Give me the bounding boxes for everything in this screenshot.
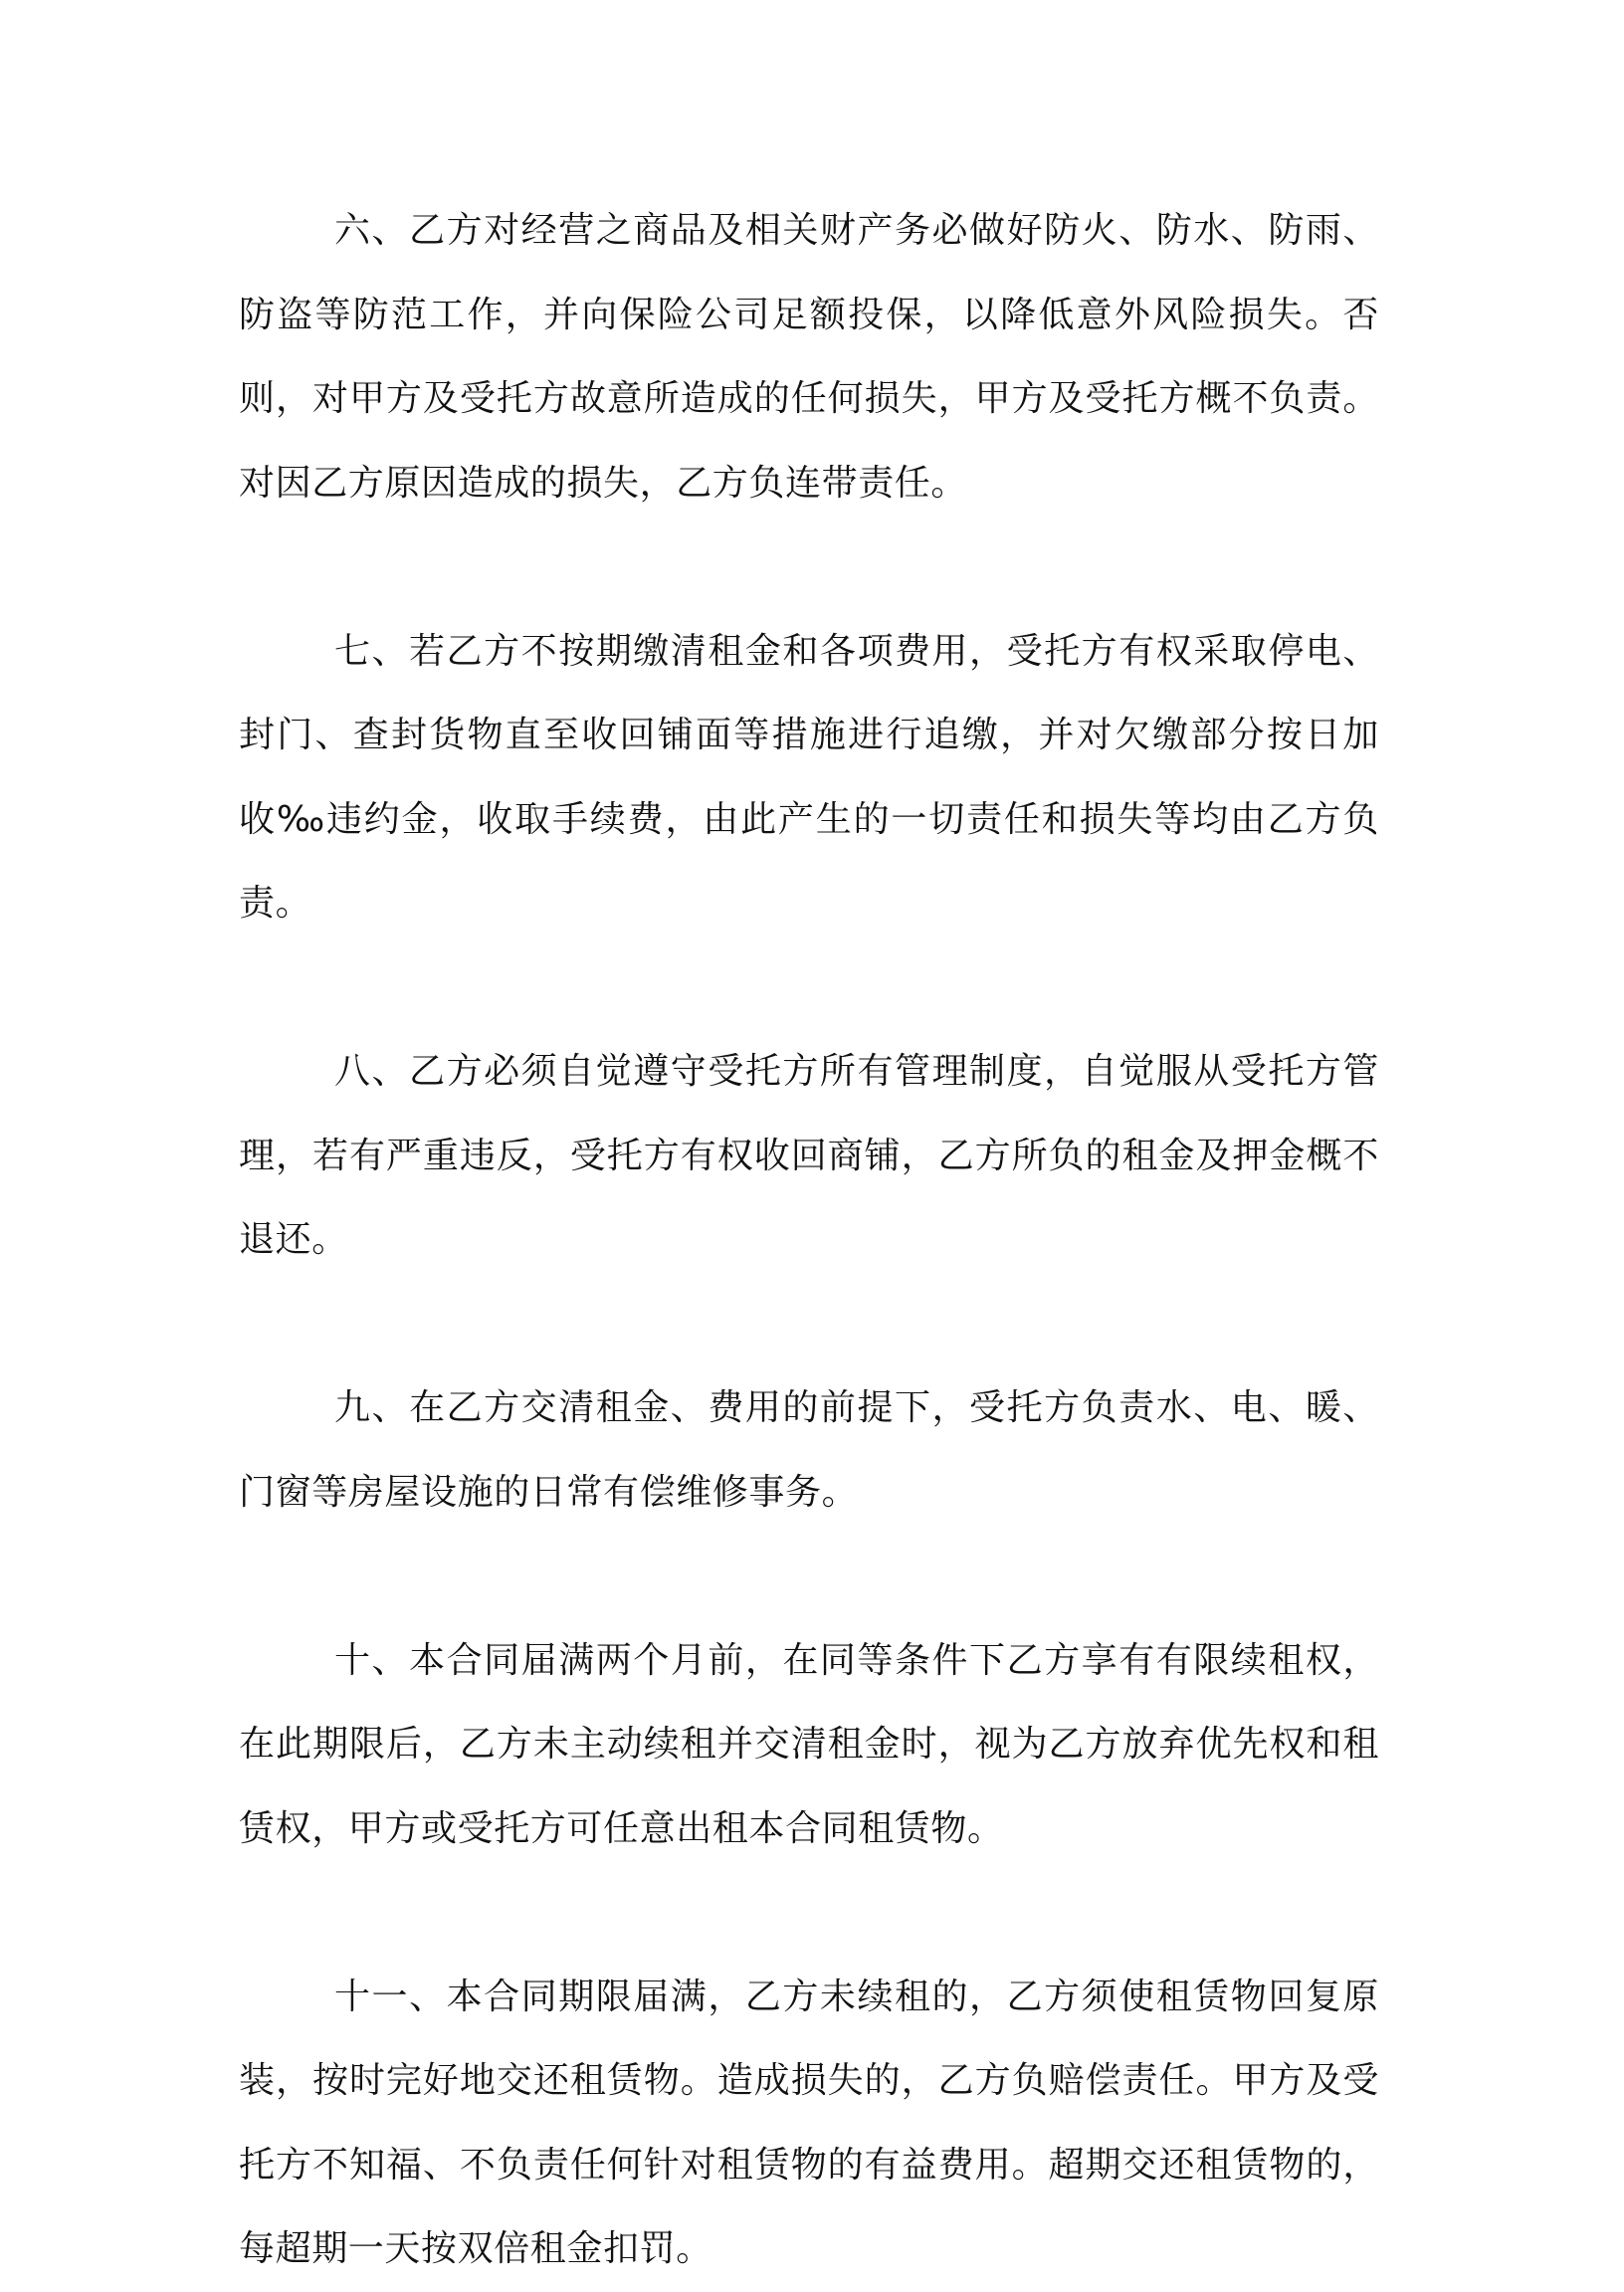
paragraph-spacer: [239, 1535, 1379, 1619]
clause-6: 六、乙方对经营之商品及相关财产务必做好防火、防水、防雨、防盗等防范工作，并向保险公司足额投保，以降低意外风险损失。否则，对甲方及受托方故意所造成的任何损失，甲方及受托方概不负责。对因乙方原因造成的损失，乙方负连带责任。: [239, 210, 1379, 504]
paragraph-spacer: [239, 525, 1379, 610]
clause-7: 七、若乙方不按期缴清租金和各项费用，受托方有权采取停电、封门、查封货物直至收回铺面等措施进行追缴，并对欠缴部分按日加收‰违约金，收取手续费，由此产生的一切责任和损失等均由乙方负责。: [239, 630, 1379, 924]
clause-8: 八、乙方必须自觉遵守受托方所有管理制度，自觉服从受托方管理，若有严重违反，受托方有权收回商铺，乙方所负的租金及押金概不退还。: [239, 1051, 1379, 1260]
clause-10: 十、本合同届满两个月前，在同等条件下乙方享有有限续租权，在此期限后，乙方未主动续租并交清租金时，视为乙方放弃优先权和租赁权，甲方或受托方可任意出租本合同租赁物。: [239, 1639, 1379, 1849]
document-body: [239, 189, 1379, 2292]
paragraph-spacer: [239, 946, 1379, 1031]
paragraph-spacer: [239, 1871, 1379, 1956]
clause-11: 十一、本合同期限届满，乙方未续租的，乙方须使租赁物回复原装，按时完好地交还租赁物。造成损失的，乙方负赔偿责任。甲方及受托方不知福、不负责任何针对租赁物的有益费用。超期交还租赁物的，每超期一天按双倍租金扣罚。: [239, 1976, 1379, 2269]
paragraph-spacer: [239, 1283, 1379, 1367]
clause-9: 九、在乙方交清租金、费用的前提下，受托方负责水、电、暖、门窗等房屋设施的日常有偿维修事务。: [239, 1387, 1379, 1513]
